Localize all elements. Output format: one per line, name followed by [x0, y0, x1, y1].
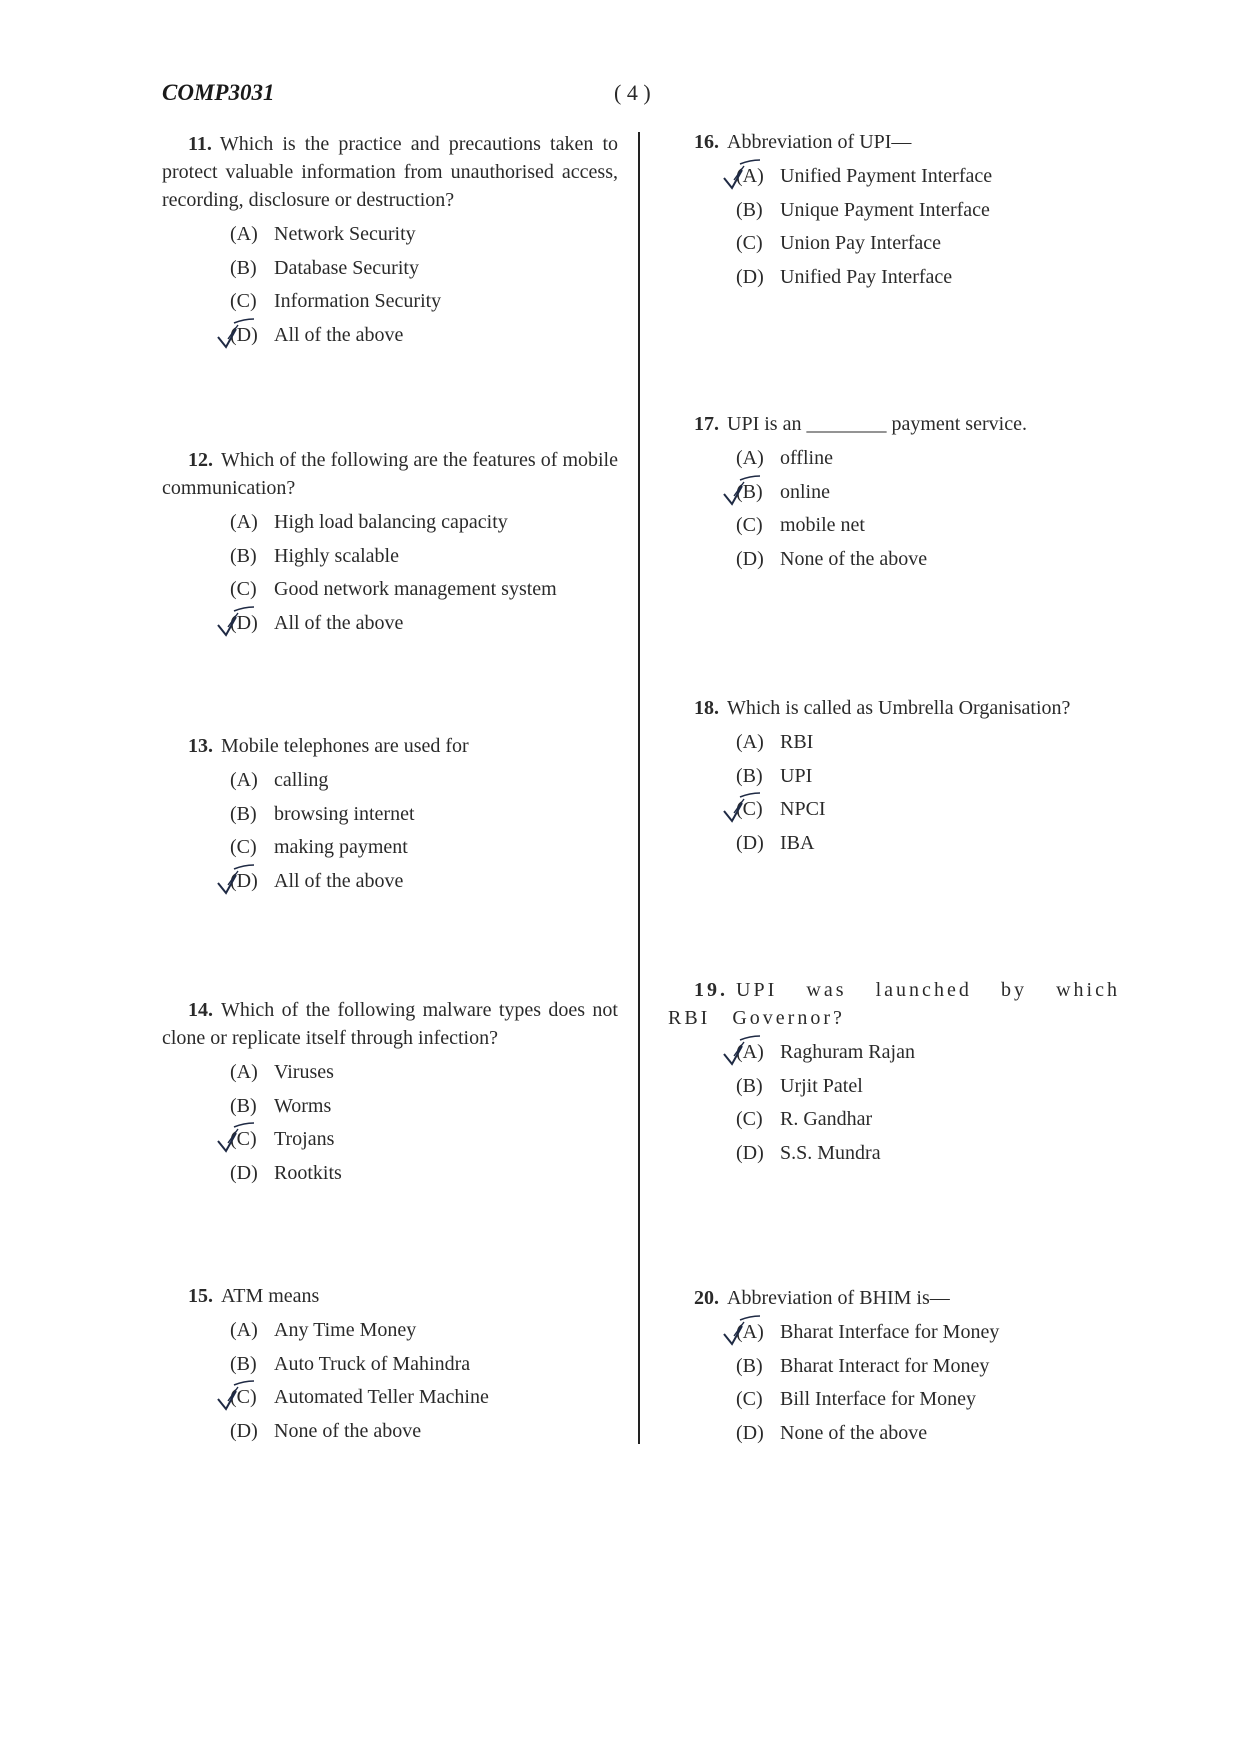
option-list — [736, 160, 1120, 294]
option-letter: (C) — [230, 836, 257, 858]
option-b[interactable] — [230, 540, 618, 574]
option-a[interactable] — [736, 1316, 1120, 1350]
question-13 — [162, 732, 618, 898]
option-letter: (D) — [736, 265, 764, 288]
option-d[interactable] — [230, 1157, 618, 1191]
option-a[interactable] — [736, 1036, 1120, 1070]
question-stem: Which is called as Umbrella Organisation? — [727, 697, 1071, 719]
option-d[interactable] — [230, 607, 618, 641]
option-text: Trojans — [274, 1128, 335, 1150]
question-number: 11. — [188, 133, 212, 155]
option-letter: (B) — [230, 802, 257, 825]
option-letter: (D) — [230, 611, 258, 634]
option-letter: (D) — [230, 1161, 258, 1184]
option-text: Information Security — [274, 290, 442, 312]
question-12 — [162, 446, 618, 640]
course-code: COMP3031 — [162, 80, 275, 105]
question-stem: Abbreviation of BHIM is— — [727, 1287, 950, 1309]
option-b[interactable] — [230, 1090, 618, 1124]
option-letter: (B) — [230, 1352, 257, 1375]
option-list — [230, 218, 618, 352]
option-letter: (A) — [230, 1319, 258, 1341]
question-number: 19. — [694, 979, 728, 1001]
question-19 — [668, 976, 1120, 1170]
option-d[interactable] — [736, 1417, 1120, 1451]
option-c[interactable] — [230, 573, 618, 607]
question-15 — [162, 1282, 618, 1448]
option-b[interactable] — [736, 476, 1120, 510]
option-text: Unified Pay Interface — [780, 265, 953, 288]
question-stem: Abbreviation of UPI— — [727, 131, 912, 153]
option-text: mobile net — [780, 514, 865, 536]
question-number: 13. — [188, 735, 213, 757]
option-d[interactable] — [230, 319, 618, 353]
option-text: making payment — [274, 836, 408, 858]
option-letter: (B) — [230, 544, 257, 567]
question-stem: Which of the following are the features of mobile communication? — [162, 449, 618, 499]
option-a[interactable] — [230, 1314, 618, 1348]
option-a[interactable] — [230, 764, 618, 798]
question-text — [162, 996, 618, 1052]
option-letter: (A) — [736, 1321, 764, 1343]
option-text: All of the above — [274, 869, 404, 892]
option-list — [230, 506, 618, 640]
option-text: None of the above — [780, 547, 928, 570]
option-letter: (C) — [230, 1386, 257, 1408]
option-letter: (C) — [736, 1388, 763, 1410]
page-number: ( 4 ) — [614, 80, 651, 105]
option-d[interactable] — [736, 543, 1120, 577]
option-letter: (A) — [230, 511, 258, 533]
question-number: 16. — [694, 131, 719, 153]
option-a[interactable] — [736, 726, 1120, 760]
option-text: RBI — [780, 731, 814, 753]
option-text: Network Security — [274, 223, 416, 245]
option-b[interactable] — [736, 1350, 1120, 1384]
question-text — [162, 130, 618, 214]
option-letter: (C) — [230, 578, 257, 600]
option-c[interactable] — [736, 1383, 1120, 1417]
option-list — [230, 764, 618, 898]
option-letter: (B) — [736, 480, 763, 503]
option-text: Viruses — [274, 1061, 334, 1083]
option-text: Any Time Money — [274, 1319, 417, 1341]
option-letter: (D) — [736, 1421, 764, 1444]
question-stem: UPI was launched by which RBI Governor? — [668, 979, 1120, 1029]
option-letter: (D) — [736, 547, 764, 570]
option-text: Unified Payment Interface — [780, 165, 993, 187]
option-text: calling — [274, 769, 329, 791]
option-list — [230, 1056, 618, 1190]
option-text: None of the above — [274, 1419, 422, 1442]
option-d[interactable] — [736, 827, 1120, 861]
option-text: None of the above — [780, 1421, 928, 1444]
option-d[interactable] — [736, 1137, 1120, 1171]
option-list — [736, 1316, 1120, 1450]
column-divider — [638, 132, 640, 1444]
question-text — [162, 446, 618, 502]
option-text: Raghuram Rajan — [780, 1041, 915, 1063]
question-text — [668, 128, 1120, 156]
option-letter: (A) — [736, 165, 764, 187]
option-a[interactable] — [736, 160, 1120, 194]
option-text: Bharat Interface for Money — [780, 1321, 1000, 1343]
option-a[interactable] — [230, 218, 618, 252]
option-text: R. Gandhar — [780, 1108, 873, 1130]
option-a[interactable] — [230, 506, 618, 540]
question-text — [668, 410, 1120, 438]
option-b[interactable] — [230, 1348, 618, 1382]
option-letter: (C) — [736, 514, 763, 536]
option-b[interactable] — [230, 798, 618, 832]
option-letter: (B) — [736, 764, 763, 787]
question-14 — [162, 996, 618, 1190]
option-text: Rootkits — [274, 1161, 342, 1184]
option-text: Auto Truck of Mahindra — [274, 1352, 471, 1375]
option-letter: (B) — [230, 256, 257, 279]
option-b[interactable] — [736, 760, 1120, 794]
option-text: Bill Interface for Money — [780, 1388, 977, 1410]
option-letter: (A) — [736, 1041, 764, 1063]
option-text: All of the above — [274, 611, 404, 634]
question-text — [162, 732, 618, 760]
option-letter: (B) — [736, 1074, 763, 1097]
option-b[interactable] — [736, 194, 1120, 228]
option-letter: (A) — [230, 769, 258, 791]
option-letter: (D) — [230, 323, 258, 346]
option-c[interactable] — [736, 509, 1120, 543]
option-letter: (C) — [230, 290, 257, 312]
option-letter: (C) — [736, 1108, 763, 1130]
option-a[interactable] — [230, 1056, 618, 1090]
option-text: Urjit Patel — [780, 1074, 863, 1097]
question-17 — [668, 410, 1120, 576]
option-d[interactable] — [230, 1415, 618, 1449]
option-text: Bharat Interact for Money — [780, 1354, 990, 1377]
option-list — [736, 726, 1120, 860]
option-letter: (D) — [230, 1419, 258, 1442]
question-text — [162, 1282, 618, 1310]
question-stem: ATM means — [221, 1285, 320, 1307]
question-text — [668, 1284, 1120, 1312]
option-letter: (B) — [230, 1094, 257, 1117]
question-text — [668, 976, 1120, 1032]
option-b[interactable] — [230, 252, 618, 286]
question-number: 20. — [694, 1287, 719, 1309]
option-letter: (C) — [230, 1128, 257, 1150]
question-20 — [668, 1284, 1120, 1450]
option-text: High load balancing capacity — [274, 511, 508, 533]
option-text: online — [780, 480, 830, 503]
question-16 — [668, 128, 1120, 294]
option-letter: (D) — [736, 831, 764, 854]
option-d[interactable] — [736, 261, 1120, 295]
question-18 — [668, 694, 1120, 860]
question-stem: Mobile telephones are used for — [221, 735, 469, 757]
option-letter: (D) — [736, 1141, 764, 1164]
option-list — [736, 1036, 1120, 1170]
option-b[interactable] — [736, 1070, 1120, 1104]
question-text — [668, 694, 1120, 722]
option-text: Unique Payment Interface — [780, 198, 990, 221]
option-c[interactable] — [230, 285, 618, 319]
option-text: Automated Teller Machine — [274, 1386, 489, 1408]
option-c[interactable] — [230, 1381, 618, 1415]
option-text: Union Pay Interface — [780, 232, 942, 254]
option-letter: (C) — [736, 232, 763, 254]
option-text: Good network management system — [274, 578, 557, 600]
option-text: UPI — [780, 764, 813, 787]
option-letter: (A) — [736, 447, 764, 469]
option-text: IBA — [780, 831, 815, 854]
question-stem: Which of the following malware types does not clone or replicate itself through infection? — [162, 999, 618, 1049]
option-d[interactable] — [230, 865, 618, 899]
option-c[interactable] — [230, 831, 618, 865]
option-text: browsing internet — [274, 802, 415, 825]
option-c[interactable] — [736, 1103, 1120, 1137]
option-text: Worms — [274, 1094, 332, 1117]
question-number: 18. — [694, 697, 719, 719]
option-a[interactable] — [736, 442, 1120, 476]
option-text: NPCI — [780, 798, 826, 820]
question-number: 17. — [694, 413, 719, 435]
option-text: offline — [780, 447, 833, 469]
question-number: 15. — [188, 1285, 213, 1307]
option-c[interactable] — [736, 793, 1120, 827]
option-text: Highly scalable — [274, 544, 399, 567]
option-list — [736, 442, 1120, 576]
option-letter: (D) — [230, 869, 258, 892]
option-text: All of the above — [274, 323, 404, 346]
question-stem: Which is the practice and precautions taken to protect valuable information from unauthorised access, recording, disclosure or destruction? — [162, 133, 618, 211]
option-letter: (A) — [230, 1061, 258, 1083]
option-letter: (C) — [736, 798, 763, 820]
option-list — [230, 1314, 618, 1448]
question-11 — [162, 130, 618, 352]
option-text: S.S. Mundra — [780, 1141, 881, 1164]
option-letter: (A) — [230, 223, 258, 245]
question-number: 12. — [188, 449, 213, 471]
option-text: Database Security — [274, 256, 419, 279]
option-c[interactable] — [736, 227, 1120, 261]
option-letter: (B) — [736, 198, 763, 221]
question-stem: UPI is an ________ payment service. — [727, 413, 1027, 435]
option-letter: (B) — [736, 1354, 763, 1377]
question-number: 14. — [188, 999, 213, 1021]
option-letter: (A) — [736, 731, 764, 753]
option-c[interactable] — [230, 1123, 618, 1157]
